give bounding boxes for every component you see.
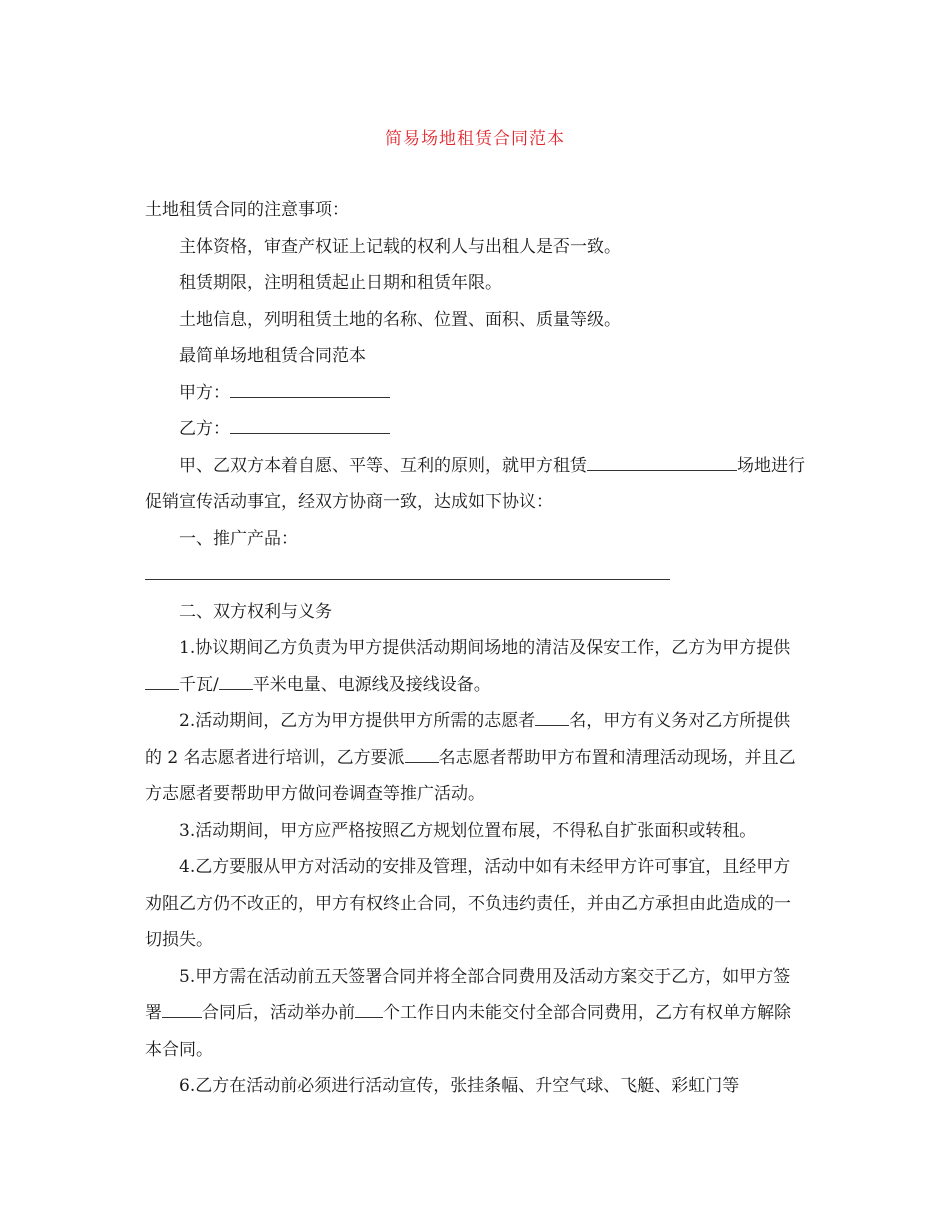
clause-3: 3.活动期间，甲方应严格按照乙方规划位置布展，不得私自扩张面积或转租。: [179, 820, 757, 841]
party-b-line: [145, 411, 805, 448]
volunteer-count-blank: [535, 705, 569, 726]
party-a-label: 甲方：: [179, 382, 230, 403]
workday-blank: [355, 997, 383, 1018]
note-1: 主体资格，审查产权证上记载的权利人与出租人是否一致。: [179, 236, 621, 257]
contract-subtitle: 最简单场地租赁合同范本: [179, 346, 366, 366]
clause-2-text-1: 2.活动期间，乙方为甲方提供甲方所需的志愿者: [179, 711, 536, 731]
kilowatt-blank: [145, 669, 179, 690]
intro-text-2: 场地进行促销宣传活动事宜，经双方协商一致，达成如下协议：: [145, 455, 805, 512]
document-body: [145, 192, 805, 1105]
clause-2-text-2: 名，甲方有义务对乙方所提供的 2 名志愿者进行培训，乙方要派: [145, 711, 791, 768]
clause-5: [145, 959, 805, 1069]
clause-5-text-2: 合同后，活动举办前: [202, 1003, 355, 1023]
venue-blank: [587, 450, 737, 471]
intro-paragraph: [145, 448, 805, 521]
note-3: 土地信息，列明租赁土地的名称、位置、面积、质量等级。: [179, 309, 621, 330]
clause-6: 6.乙方在活动前必须进行活动宣传，张挂条幅、升空气球、飞艇、彩虹门等: [179, 1076, 740, 1096]
party-a-blank: [230, 377, 390, 398]
clause-4: 4.乙方要服从甲方对活动的安排及管理，活动中如有未经甲方许可事宜，且经甲方劝阻乙方仍不改正的，甲方有权终止合同，不负违约责任，并由乙方承担由此造成的一切损失。: [145, 857, 791, 950]
party-a-line: [145, 375, 805, 412]
sign-blank: [162, 997, 202, 1018]
party-b-blank: [230, 413, 390, 434]
document-title: 简易场地租赁合同范本: [385, 129, 565, 149]
party-b-label: 乙方：: [179, 419, 230, 439]
clause-1-text-3: 平米电量、电源线及接线设备。: [252, 674, 491, 695]
product-blank: [145, 559, 670, 580]
clause-1-text-1: 1.协议期间乙方负责为甲方提供活动期间场地的清洁及保安工作，乙方为甲方提供: [179, 638, 791, 658]
clause-2-text-3: 名志愿者帮助甲方布置和清理活动现场，并且乙方志愿者要帮助甲方做问卷调查等推广活动。: [145, 747, 796, 804]
clause-2: [145, 703, 805, 813]
assigned-volunteer-blank: [405, 742, 439, 763]
clause-1-text-2: 千瓦/: [179, 674, 219, 695]
clause-1: [145, 630, 805, 703]
notes-heading: 土地租赁合同的注意事项：: [145, 200, 349, 220]
note-2: 租赁期限，注明租赁起止日期和租赁年限。: [179, 273, 502, 293]
sqm-blank: [219, 669, 253, 690]
clause-5-text-1: 5.甲方需在活动前五天签署合同并将全部合同费用及活动方案交于乙方，如甲方签署: [145, 966, 791, 1023]
intro-text-1: 甲、乙双方本着自愿、平等、互利的原则，就甲方租赁: [179, 455, 587, 476]
section-2-heading: 二、双方权利与义务: [179, 601, 332, 622]
product-line: [145, 521, 805, 594]
product-label: 一、推广产品：: [179, 528, 298, 549]
clause-5-text-3: 个工作日内未能交付全部合同费用，乙方有权单方解除本合同。: [145, 1003, 791, 1060]
